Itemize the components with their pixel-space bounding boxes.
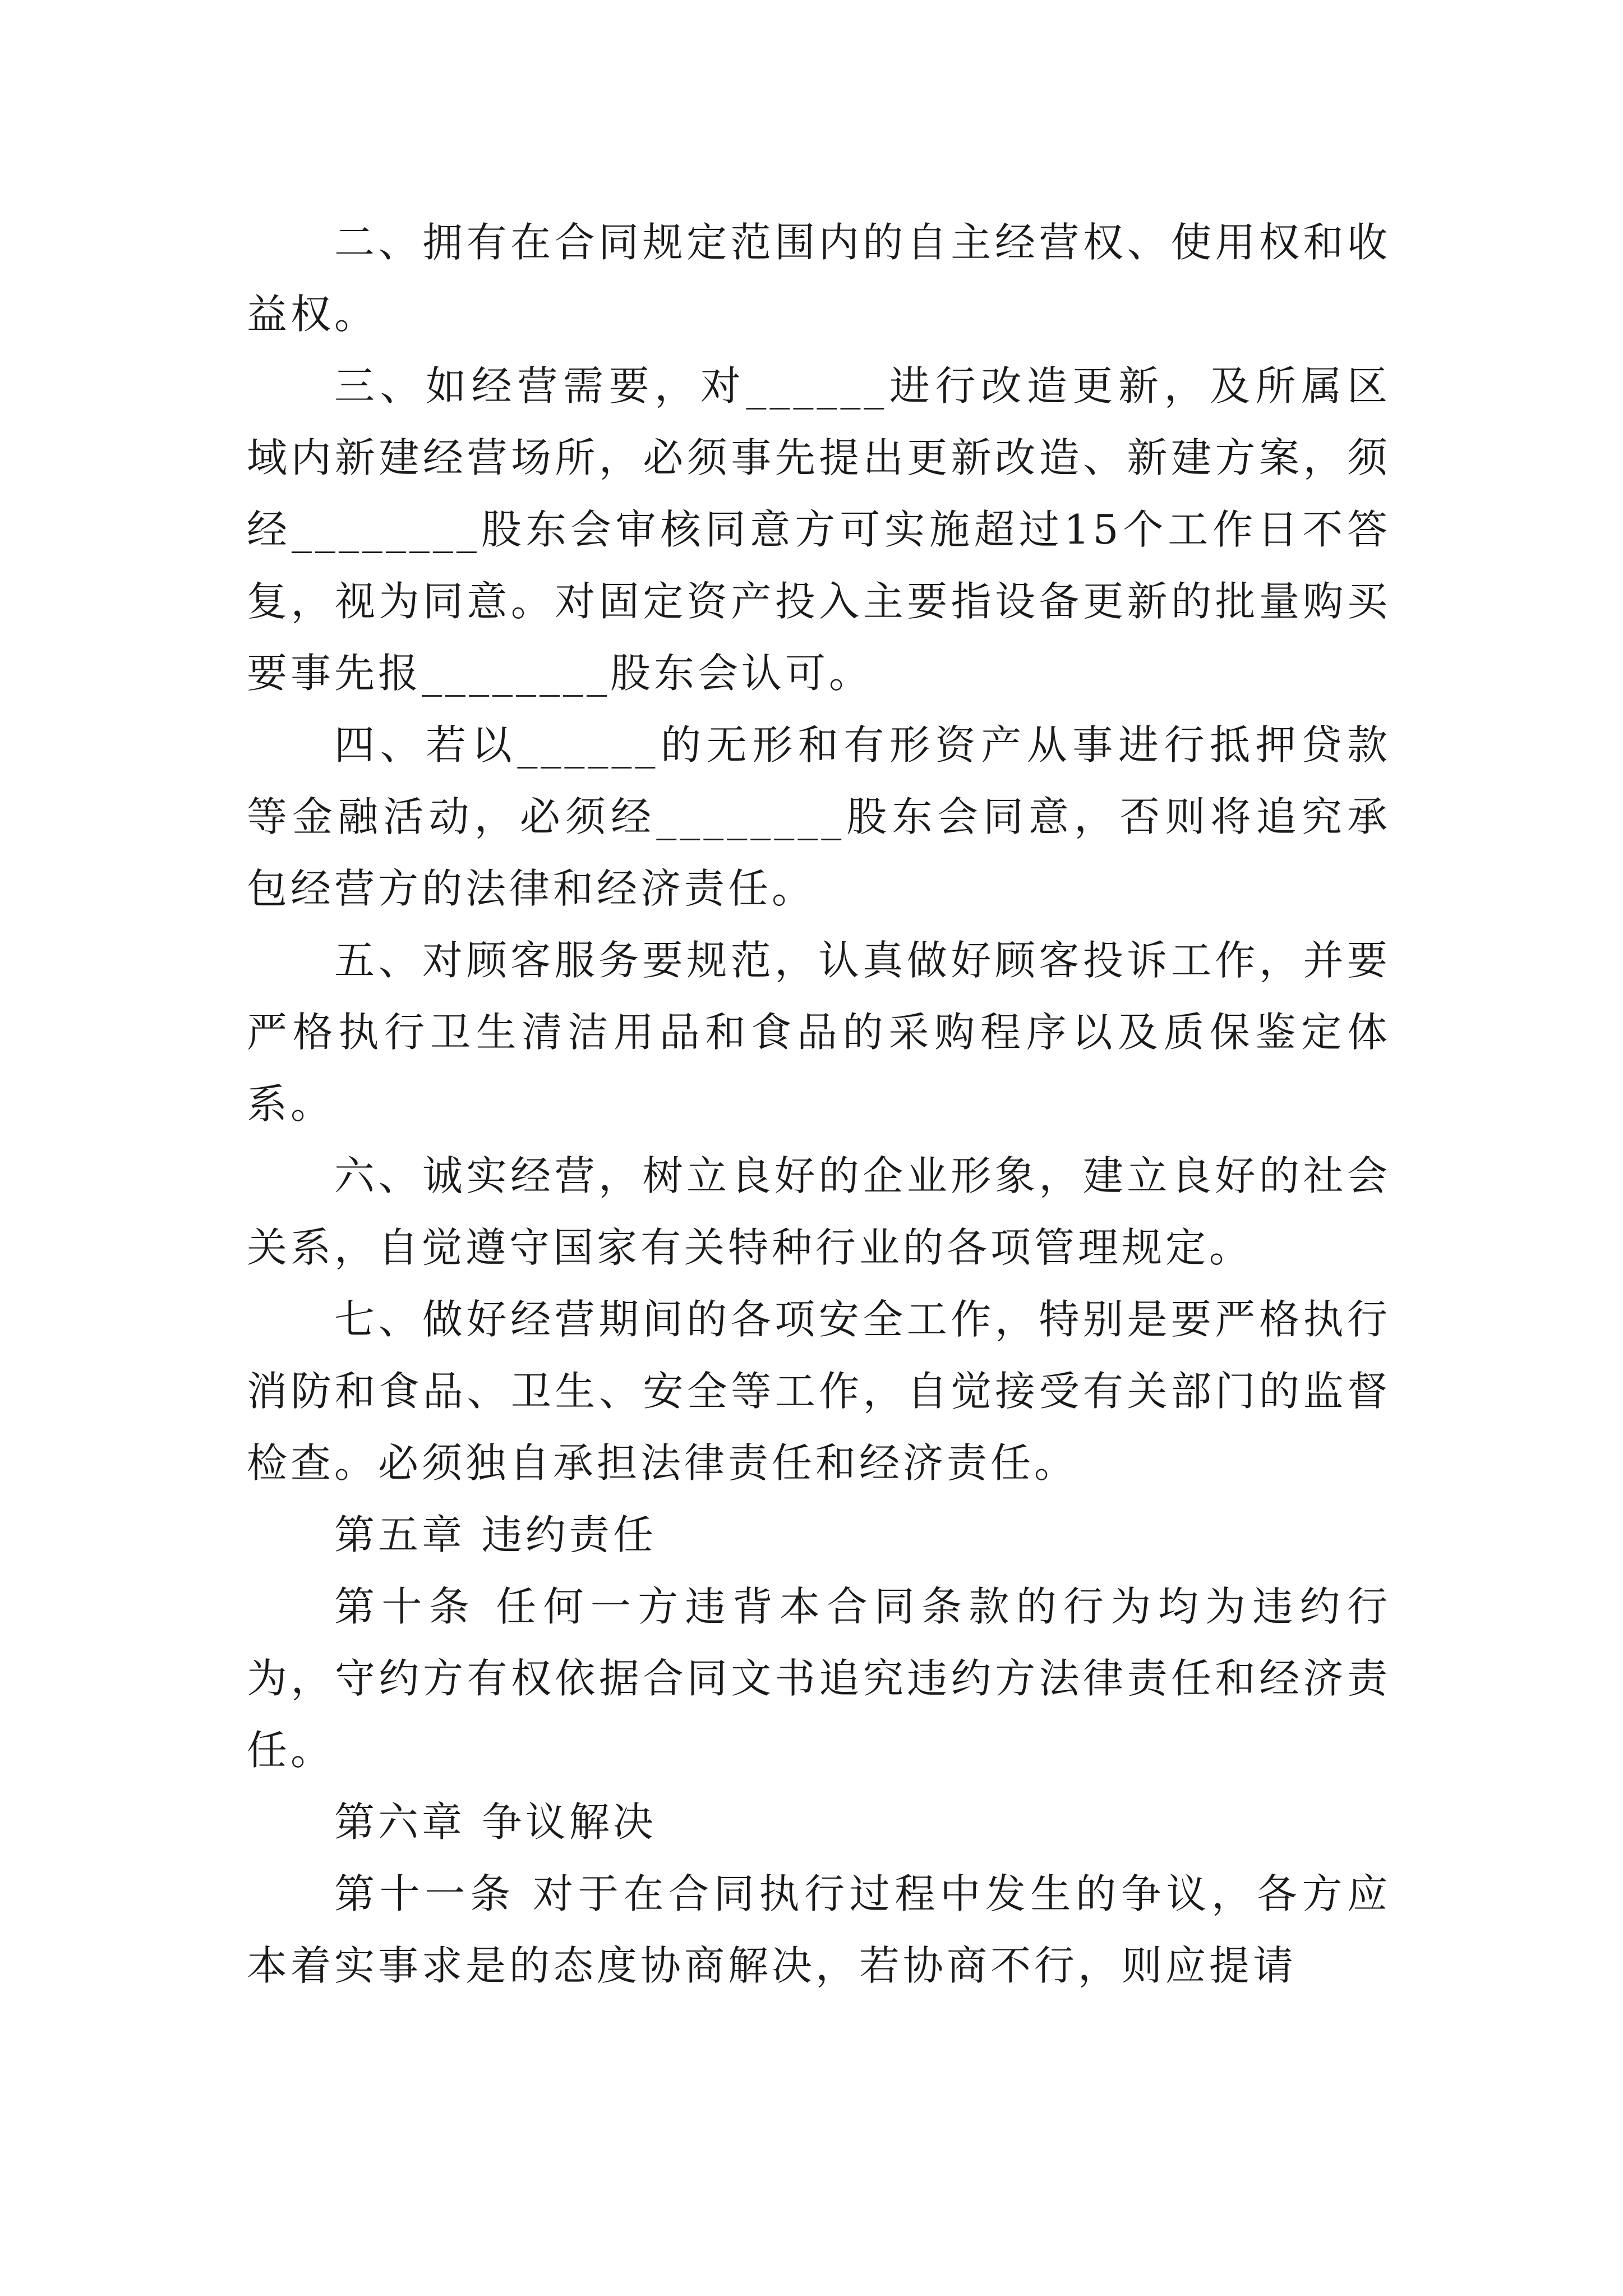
clause-3: 三、如经营需要，对______进行改造更新，及所属区域内新建经营场所，必须事先提出更新改造、新建方案，须经________股东会审核同意方可实施超过15个工作日不答复，视为同意。对固定资产投入主要指设备更新的批量购买要事先报________股东会认可。: [247, 362, 1391, 697]
article-11: 第十一条 对于在合同执行过程中发生的争议，各方应本着实事求是的态度协商解决，若协商不行，则应提请: [247, 1870, 1391, 1989]
chapter-5-heading: 第五章 违约责任: [334, 1511, 657, 1558]
document-body: [247, 206, 1391, 2001]
clause-5: 五、对顾客服务要规范，认真做好顾客投诉工作，并要严格执行卫生清洁用品和食品的采购程序以及质保鉴定体系。: [247, 937, 1391, 1128]
clause-7: 七、做好经营期间的各项安全工作，特别是要严格执行消防和食品、卫生、安全等工作，自觉接受有关部门的监督检查。必须独自承担法律责任和经济责任。: [247, 1296, 1391, 1487]
article-10: 第十条 任何一方违背本合同条款的行为均为违约行为，守约方有权依据合同文书追究违约方法律责任和经济责任。: [247, 1583, 1391, 1774]
chapter-6-heading: 第六章 争议解决: [334, 1798, 657, 1846]
clause-2: 二、拥有在合同规定范围内的自主经营权、使用权和收益权。: [247, 219, 1391, 338]
clause-6: 六、诚实经营，树立良好的企业形象，建立良好的社会关系，自觉遵守国家有关特种行业的各项管理规定。: [247, 1152, 1391, 1271]
clause-4: 四、若以______的无形和有形资产从事进行抵押贷款等金融活动，必须经________股东会同意，否则将追究承包经营方的法律和经济责任。: [247, 721, 1391, 912]
